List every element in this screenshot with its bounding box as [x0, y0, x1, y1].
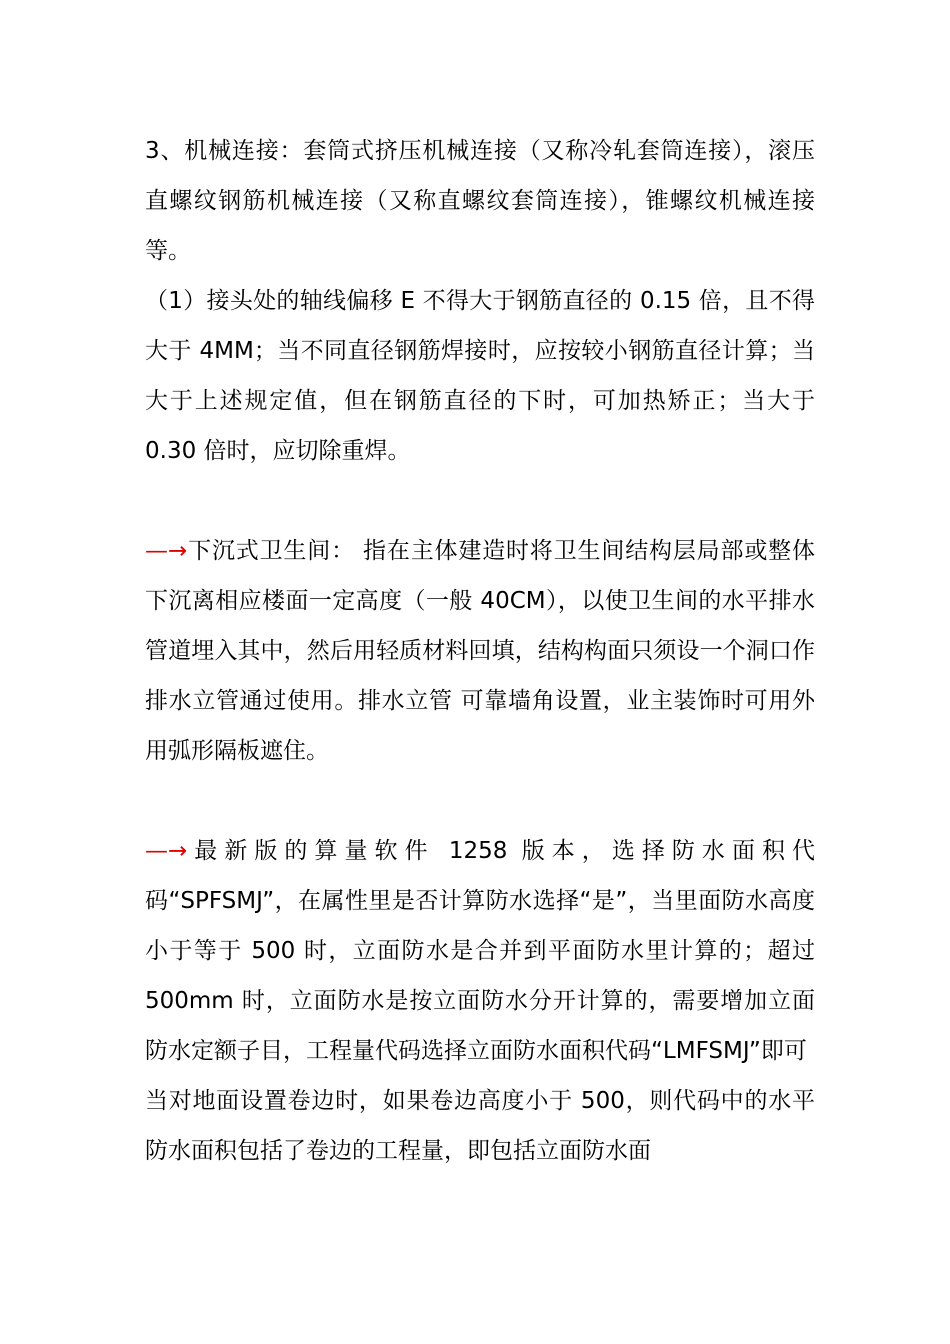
paragraph-mechanical-connection: 3、机械连接：套筒式挤压机械连接（又称冷轧套筒连接），滚压直螺纹钢筋机械连接（又称直螺纹套筒连接），锥螺纹机械连接等。 [145, 138, 815, 264]
paragraph-floor-rollup: 当对地面设置卷边时，如果卷边高度小于 500，则代码中的水平防水面积包括了卷边的工程量，即包括立面防水面 [145, 1088, 815, 1164]
paragraph-spacer [145, 476, 815, 526]
paragraph-axis-offset: （1）接头处的轴线偏移 E 不得大于钢筋直径的 0.15 倍，且不得大于 4MM；当不同直径钢筋焊接时，应按较小钢筋直径计算；当大于上述规定值，但在钢筋直径的下时，可加热矫正；当大于 0.30 倍时，应切除重焊。 [145, 288, 815, 464]
red-arrow-icon: —→ [145, 538, 188, 564]
red-arrow-icon: —→ [145, 838, 188, 864]
paragraph-software-waterproof-text: 最新版的算量软件 1258 版本，选择防水面积代码“SPFSMJ”，在属性里是否计算防水选择“是”，当里面防水高度小于等于 500 时，立面防水是合并到平面防水里计算的；超过 500mm 时，立面防水是按立面防水分开计算的，需要增加立面防水定额子目，工程量代码选择立面防水面积代码“LMFSMJ”即可 [145, 838, 815, 1064]
document-page [145, 126, 815, 1176]
paragraph-sunken-bathroom [145, 526, 815, 776]
paragraph-software-waterproof [145, 826, 815, 1076]
paragraph-spacer [145, 776, 815, 826]
paragraph-sunken-bathroom-text: 下沉式卫生间： 指在主体建造时将卫生间结构层局部或整体下沉离相应楼面一定高度（一般 40CM），以使卫生间的水平排水管道埋入其中，然后用轻质材料回填，结构构面只须设一个洞口作排水立管通过使用。排水立管 可靠墙角设置，业主装饰时可用外用弧形隔板遮住。 [145, 538, 815, 764]
